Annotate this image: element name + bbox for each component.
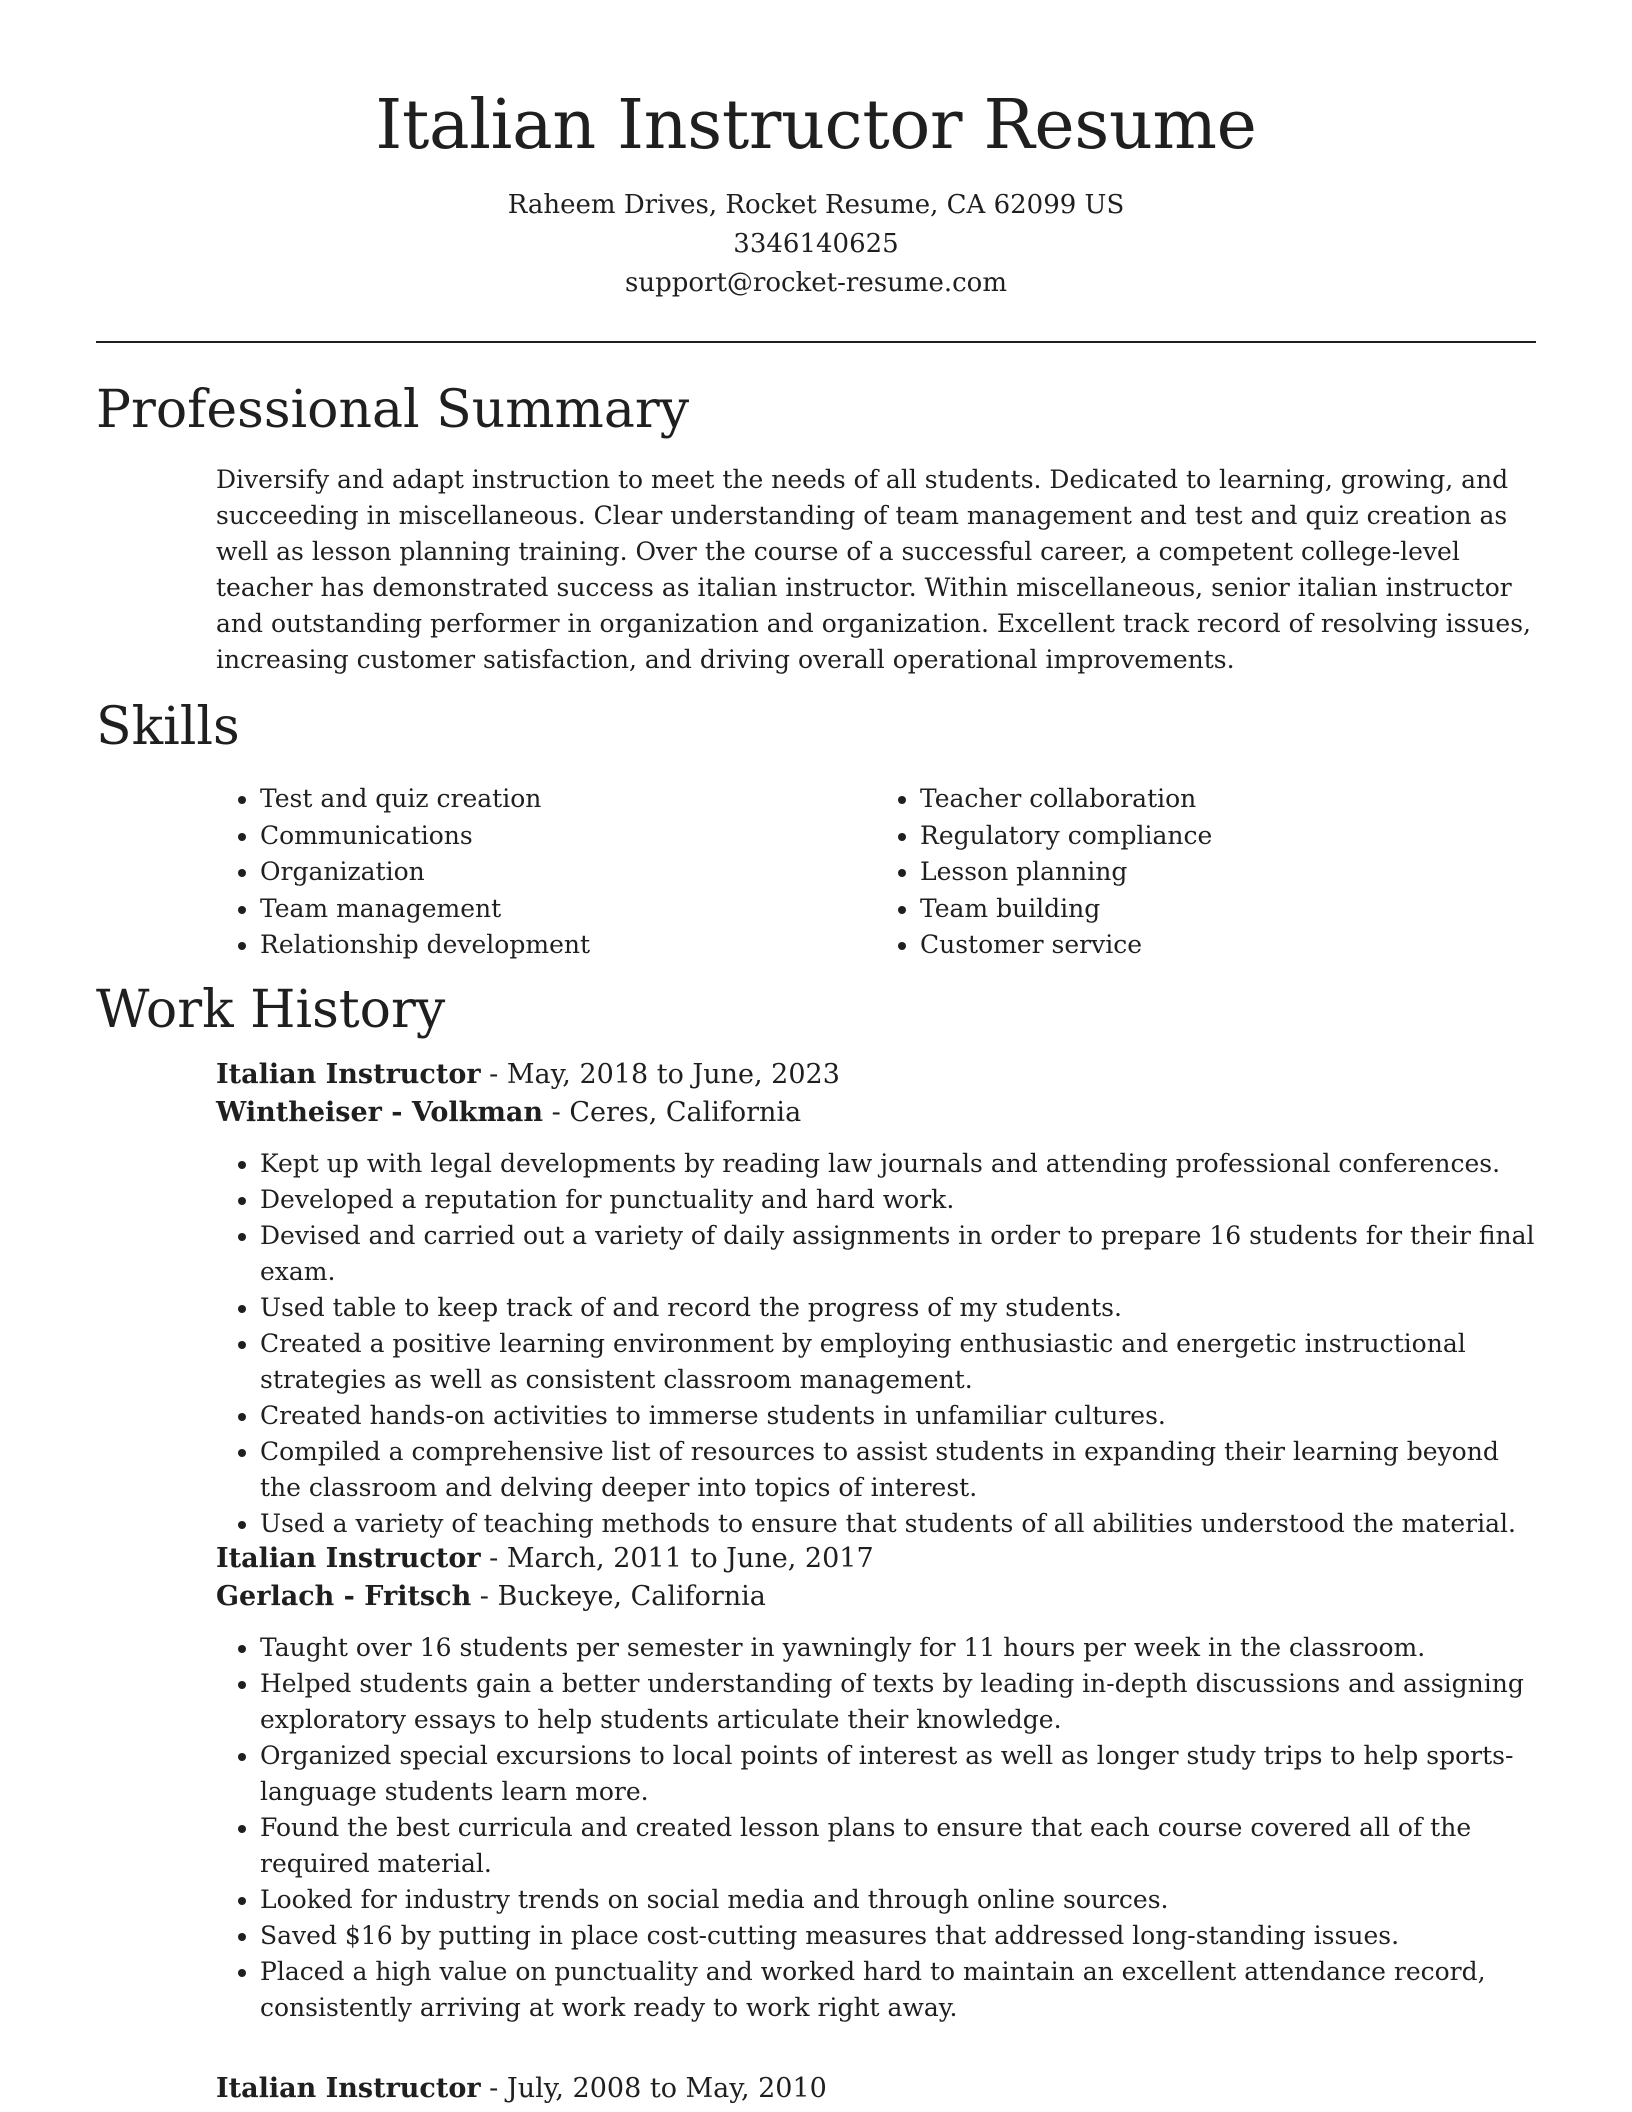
job-title-line xyxy=(216,1056,1536,1094)
resume-header xyxy=(96,80,1536,303)
job-title: Italian Instructor xyxy=(216,1543,481,1574)
contact-phone: 3346140625 xyxy=(733,229,899,259)
job-company-line xyxy=(216,1578,1536,1616)
skill-item: • Relationship development xyxy=(260,927,876,964)
job-company-line xyxy=(216,1094,1536,1132)
job-bullet: • Developed a reputation for punctuality and hard work. xyxy=(260,1182,1536,1218)
job-dates: - March, 2011 to June, 2017 xyxy=(480,1543,874,1574)
job-title-line xyxy=(216,2070,1536,2108)
job-company: Gerlach - Fritsch xyxy=(216,1581,472,1612)
job-bullet: • Saved $16 by putting in place cost-cutting measures that addressed long-standing issues. xyxy=(260,1918,1536,1954)
job-bullet: • Devised and carried out a variety of daily assignments in order to prepare 16 students for their final exam. xyxy=(260,1218,1536,1290)
skill-item: • Communications xyxy=(260,818,876,855)
job-bullet: • Organized special excursions to local points of interest as well as longer study trips to help sports-language students learn more. xyxy=(260,1738,1536,1810)
job-company: Wintheiser - Volkman xyxy=(216,1097,544,1128)
job-entry xyxy=(216,2070,1536,2108)
skill-item: • Team management xyxy=(260,891,876,928)
contact-address: Raheem Drives, Rocket Resume, CA 62099 US xyxy=(507,190,1125,220)
job-location: - Ceres, California xyxy=(543,1097,802,1128)
skills-column-left xyxy=(216,781,876,964)
job-bullet: • Helped students gain a better understanding of texts by leading in-depth discussions and assigning exploratory essays to help students articulate their knowledge. xyxy=(260,1666,1536,1738)
job-bullets xyxy=(216,1630,1536,2026)
job-bullet: • Placed a high value on punctuality and worked hard to maintain an excellent attendance record, consistently arriving at work ready to work right away. xyxy=(260,1954,1536,2026)
job-bullet: • Looked for industry trends on social media and through online sources. xyxy=(260,1882,1536,1918)
job-bullet: • Created hands-on activities to immerse students in unfamiliar cultures. xyxy=(260,1398,1536,1434)
skill-item: • Lesson planning xyxy=(920,854,1536,891)
summary-heading: Professional Summary xyxy=(96,380,690,440)
skill-item: • Regulatory compliance xyxy=(920,818,1536,855)
skill-item: • Customer service xyxy=(920,927,1536,964)
skills-heading: Skills xyxy=(96,697,240,757)
header-divider xyxy=(96,341,1536,343)
contact-email: support@rocket-resume.com xyxy=(624,268,1007,298)
job-entry xyxy=(216,1056,1536,1542)
skills-list xyxy=(216,781,1536,964)
job-bullet: • Used table to keep track of and record the progress of my students. xyxy=(260,1290,1536,1326)
job-dates: - July, 2008 to May, 2010 xyxy=(480,2073,827,2104)
job-bullet: • Taught over 16 students per semester in yawningly for 11 hours per week in the classroom. xyxy=(260,1630,1536,1666)
resume-title: Italian Instructor Resume xyxy=(375,86,1257,165)
job-title: Italian Instructor xyxy=(216,1059,481,1090)
job-bullets xyxy=(216,1146,1536,1542)
work-history-heading: Work History xyxy=(96,980,446,1040)
job-bullet: • Found the best curricula and created lesson plans to ensure that each course covered all of the required material. xyxy=(260,1810,1536,1882)
skill-item: • Organization xyxy=(260,854,876,891)
contact-block xyxy=(96,186,1536,303)
skill-item: • Teacher collaboration xyxy=(920,781,1536,818)
job-bullet: • Compiled a comprehensive list of resources to assist students in expanding their learning beyond the classroom and delving deeper into topics of interest. xyxy=(260,1434,1536,1506)
job-location: - Buckeye, California xyxy=(471,1581,766,1612)
job-title: Italian Instructor xyxy=(216,2073,481,2104)
skill-item: • Test and quiz creation xyxy=(260,781,876,818)
job-entry xyxy=(216,1540,1536,2026)
job-bullet: • Kept up with legal developments by reading law journals and attending professional conferences. xyxy=(260,1146,1536,1182)
job-bullet: • Created a positive learning environment by employing enthusiastic and energetic instructional strategies as well as consistent classroom management. xyxy=(260,1326,1536,1398)
summary-text: Diversify and adapt instruction to meet the needs of all students. Dedicated to learning, growing, and succeeding in miscellaneous. Clear understanding of team management and test and quiz creation as well as lesson planning training. Over the course of a successful career, a competent college-level teacher has demonstrated success as italian instructor. Within miscellaneous, senior italian instructor and outstanding performer in organization and organization. Excellent track record of resolving issues, increasing customer satisfaction, and driving overall operational improvements. xyxy=(216,465,1531,674)
job-dates: - May, 2018 to June, 2023 xyxy=(480,1059,840,1090)
skills-column-right xyxy=(876,781,1536,964)
job-title-line xyxy=(216,1540,1536,1578)
skill-item: • Team building xyxy=(920,891,1536,928)
job-bullet: • Used a variety of teaching methods to ensure that students of all abilities understood the material. xyxy=(260,1506,1536,1542)
